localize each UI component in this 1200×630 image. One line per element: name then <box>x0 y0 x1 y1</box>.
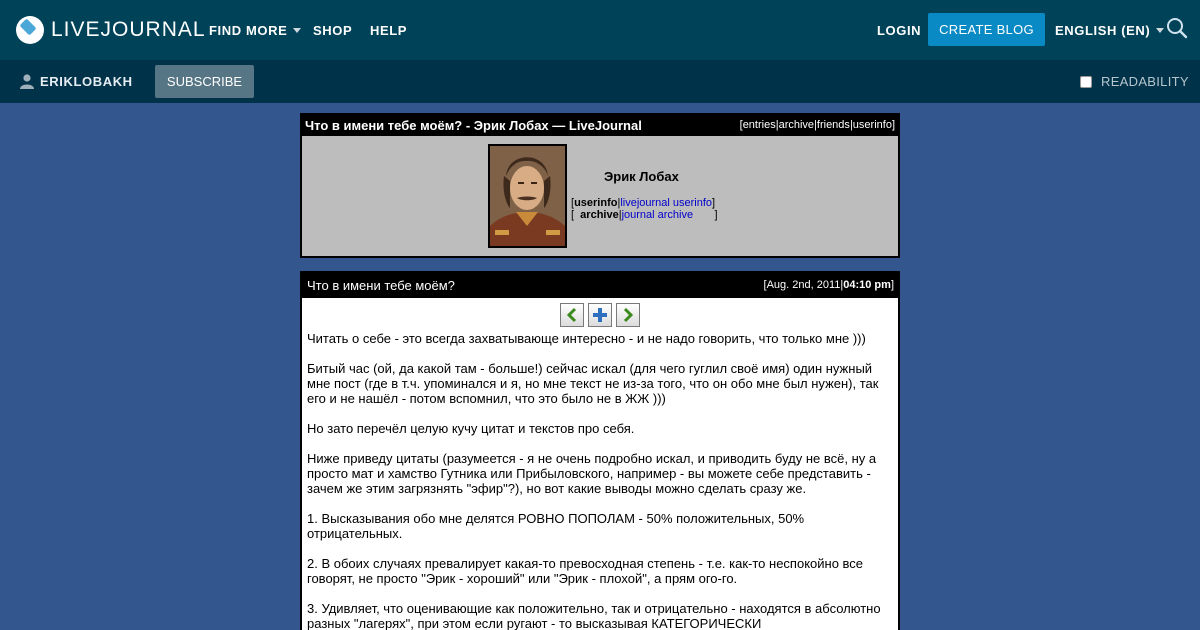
journal-user-link[interactable] <box>20 60 133 103</box>
add-to-memories-button[interactable] <box>588 303 612 327</box>
livejournal-logo[interactable] <box>16 15 206 45</box>
username: ERIKLOBAKH <box>40 74 133 89</box>
entry-paragraph: Читать о себе - это всегда захватывающе интересно - и не надо говорить, что только мне ))) <box>307 331 866 346</box>
journal-bar <box>0 60 1200 103</box>
userinfo-row: [userinfo|livejournal userinfo] <box>571 197 716 209</box>
logo-text: LIVEJOURNAL <box>51 18 206 41</box>
userinfo-label: userinfo <box>574 197 618 209</box>
readability-label: READABILITY <box>1101 74 1189 89</box>
chevron-down-icon <box>293 28 301 33</box>
arrow-right-icon <box>620 307 636 323</box>
entry-date: [Aug. 2nd, 2011|04:10 pm] <box>763 279 894 291</box>
entry-paragraph: Но зато перечёл целую кучу цитат и текстов про себя. <box>307 421 635 436</box>
entry-text <box>307 331 897 630</box>
avatar[interactable] <box>488 144 567 248</box>
livejournal-logo-icon <box>16 16 44 44</box>
find-more-menu[interactable] <box>209 0 301 60</box>
entry-paragraph: 3. Удивляет, что оценивающие как положительно, так и отрицательно - находятся в абсолютно разных "лагерях", при этом если ругают - то высказывая КАТЕГОРИЧЕСКИ <box>307 601 881 630</box>
plus-icon <box>592 307 608 323</box>
entry-paragraph: 1. Высказывания обо мне делятся РОВНО ПОПОЛАМ - 50% положительных, 50% отрицательных. <box>307 511 805 541</box>
journal-archive-link[interactable]: journal archive <box>621 209 694 221</box>
profile-panel <box>302 136 898 256</box>
entry-subject: Что в имени тебе моём? <box>307 278 455 293</box>
entry-paragraph: Ниже приведу цитаты (разумеется - я не очень подробно искал, и приводить буду не всё, ну а просто мат и хамство Гутника или Прибыловского, например - вы можете себе представить - зачем же этим загрязнять "эфир"?), но вот какие выводы можно сделать сразу же. <box>307 451 877 496</box>
language-label: ENGLISH (EN) <box>1055 22 1151 38</box>
arrow-left-icon <box>564 307 580 323</box>
login-link[interactable]: LOGIN <box>877 22 922 38</box>
archive-row: [ archive|journal archive ] <box>571 209 718 221</box>
friends-link[interactable]: friends <box>816 119 850 131</box>
profile-name: Эрик Лобах <box>604 169 679 184</box>
previous-entry-button[interactable] <box>560 303 584 327</box>
readability-toggle[interactable] <box>1080 60 1189 103</box>
userinfo-link[interactable]: userinfo <box>852 119 892 131</box>
entry-date-value: Aug. 2nd, 2011 <box>766 279 841 291</box>
create-blog-button[interactable]: CREATE BLOG <box>928 13 1045 46</box>
entry-paragraph: Битый час (ой, да какой там - больше!) сейчас искал (для чего гуглил своё имя) один нужный мне пост (где в т.ч. упоминался и я, но мне текст не из-за того, что он обо мне был нужен), так его и не нашёл - потом вспомнил, что это было не в ЖЖ ))) <box>307 361 879 406</box>
find-more-label: FIND MORE <box>209 22 288 38</box>
entry-paragraph: 2. В обоих случаях превалирует какая-то превосходная степень - т.е. как-то неспокойно все говорят, не просто "Эрик - хороший" или "Эрик - плохой", а прям ого-го. <box>307 556 864 586</box>
livejournal-userinfo-link[interactable]: livejournal userinfo <box>620 197 713 209</box>
entry-navigation <box>560 303 640 327</box>
next-entry-button[interactable] <box>616 303 640 327</box>
journal-entry <box>300 271 900 630</box>
user-icon <box>20 74 34 89</box>
help-link[interactable]: HELP <box>370 22 408 38</box>
chevron-down-icon <box>1156 28 1164 33</box>
top-navigation-bar <box>0 0 1200 60</box>
entry-time: 04:10 pm <box>843 279 891 291</box>
archive-link[interactable]: archive <box>778 119 815 131</box>
journal-title: Что в имени тебе моём? - Эрик Лобах — LiveJournal <box>305 118 642 133</box>
journal-nav-links: [entries|archive|friends|userinfo] <box>739 119 895 131</box>
readability-checkbox[interactable] <box>1080 76 1092 88</box>
search-icon[interactable] <box>1166 17 1188 39</box>
language-selector[interactable] <box>1055 0 1164 60</box>
entries-link[interactable]: entries <box>742 119 776 131</box>
subscribe-button[interactable]: SUBSCRIBE <box>155 65 254 98</box>
journal-header <box>300 113 900 258</box>
entry-body <box>302 298 898 630</box>
shop-link[interactable]: SHOP <box>313 22 353 38</box>
archive-label: archive <box>580 209 619 221</box>
